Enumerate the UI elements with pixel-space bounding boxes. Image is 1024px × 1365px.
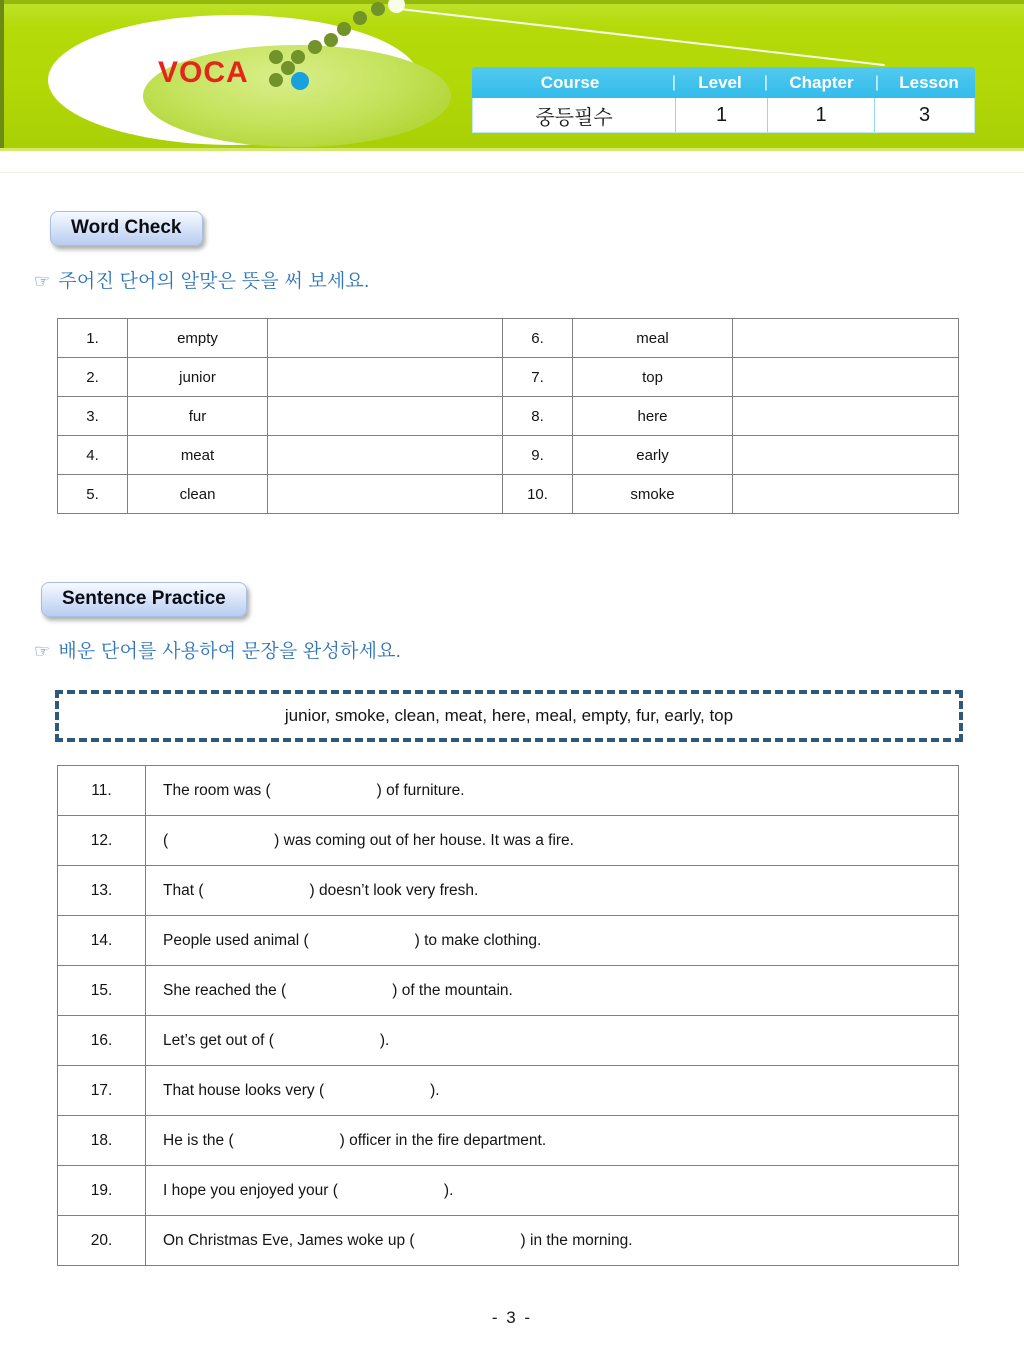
decor-dot [269, 73, 283, 87]
sentence-number: 20. [58, 1216, 146, 1266]
word-number: 9. [503, 436, 573, 475]
decor-dot [337, 22, 351, 36]
sentence-row [58, 1216, 959, 1266]
sentence-text: Let’s get out of ( ). [146, 1016, 959, 1066]
sentence-row [58, 766, 959, 816]
answer-cell [268, 475, 503, 514]
word-number: 7. [503, 358, 573, 397]
word-cell: here [573, 397, 733, 436]
decor-dot [371, 2, 385, 16]
col-header-course: Course [540, 72, 600, 92]
word-cell: meal [573, 319, 733, 358]
answer-cell [268, 358, 503, 397]
sentence-row [58, 1166, 959, 1216]
decor-dot [281, 61, 295, 75]
answer-cell [268, 436, 503, 475]
sentence-number: 19. [58, 1166, 146, 1216]
sentence-number: 16. [58, 1016, 146, 1066]
answer-cell [268, 397, 503, 436]
answer-cell [268, 319, 503, 358]
word-number: 2. [58, 358, 128, 397]
sentence-row [58, 816, 959, 866]
sentence-text: That house looks very ( ). [146, 1066, 959, 1116]
sentence-number: 18. [58, 1116, 146, 1166]
decor-dot-white [388, 0, 405, 13]
lesson-value: 3 [874, 98, 974, 132]
column-separator: | [874, 73, 880, 91]
sentence-row [58, 1116, 959, 1166]
instruction-text: 주어진 단어의 알맞은 뜻을 써 보세요. [58, 271, 370, 292]
word-bank-box [55, 690, 963, 742]
voca-logo-text: VOCA [158, 56, 249, 89]
word-number: 1. [58, 319, 128, 358]
sentence-text: ( ) was coming out of her house. It was a fire. [146, 816, 959, 866]
answer-cell [733, 436, 959, 475]
sentence-number: 12. [58, 816, 146, 866]
word-cell: empty [128, 319, 268, 358]
word-cell: top [573, 358, 733, 397]
sentence-number: 17. [58, 1066, 146, 1116]
sentence-text: People used animal ( ) to make clothing. [146, 916, 959, 966]
answer-cell [733, 397, 959, 436]
sentence-text: That ( ) doesn’t look very fresh. [146, 866, 959, 916]
col-header-lesson: Lesson [899, 72, 959, 92]
word-number: 10. [503, 475, 573, 514]
word-check-badge: Word Check [50, 211, 203, 246]
sentence-practice-instruction [34, 636, 401, 663]
sentence-text: On Christmas Eve, James woke up ( ) in the morning. [146, 1216, 959, 1266]
instruction-text: 배운 단어를 사용하여 문장을 완성하세요. [58, 641, 402, 662]
word-number: 8. [503, 397, 573, 436]
pointing-hand-icon: ☞ [34, 641, 51, 661]
word-number: 4. [58, 436, 128, 475]
banner-left-edge [0, 0, 4, 148]
decor-dot-blue [291, 72, 309, 90]
word-cell: junior [128, 358, 268, 397]
header-banner [0, 0, 1024, 151]
course-info-value-row [472, 98, 975, 133]
decor-dot [353, 11, 367, 25]
column-separator: | [671, 73, 677, 91]
sentence-text: I hope you enjoyed your ( ). [146, 1166, 959, 1216]
word-bank-words: junior, smoke, clean, meat, here, meal, empty, fur, early, top [284, 706, 734, 725]
decor-dot [308, 40, 322, 54]
course-value: 중등필수 [535, 106, 613, 129]
answer-cell [733, 475, 959, 514]
col-header-level: Level [698, 72, 742, 92]
sentence-row [58, 1016, 959, 1066]
word-cell: fur [128, 397, 268, 436]
decor-dot [269, 50, 283, 64]
word-row [58, 319, 959, 358]
sentence-practice-badge: Sentence Practice [41, 582, 247, 617]
sentence-text: She reached the ( ) of the mountain. [146, 966, 959, 1016]
word-row [58, 397, 959, 436]
banner-top-edge [0, 0, 1024, 4]
word-check-instruction [34, 266, 370, 293]
word-number: 3. [58, 397, 128, 436]
word-row [58, 475, 959, 514]
word-cell: meat [128, 436, 268, 475]
sentence-row [58, 1066, 959, 1116]
page-number: - 3 - [491, 1308, 533, 1327]
word-number: 6. [503, 319, 573, 358]
sentence-text: The room was ( ) of furniture. [146, 766, 959, 816]
level-value: 1 [675, 98, 767, 132]
word-cell: clean [128, 475, 268, 514]
pointing-hand-icon: ☞ [34, 271, 51, 291]
word-cell: smoke [573, 475, 733, 514]
decor-dot [324, 33, 338, 47]
sentence-row [58, 866, 959, 916]
col-header-chapter: Chapter [789, 72, 854, 92]
word-cell: early [573, 436, 733, 475]
course-info-table [472, 67, 975, 133]
word-row [58, 358, 959, 397]
sentence-number: 13. [58, 866, 146, 916]
sentence-practice-table [57, 765, 959, 1266]
sentence-number: 11. [58, 766, 146, 816]
sentence-text: He is the ( ) officer in the fire department. [146, 1116, 959, 1166]
word-row [58, 436, 959, 475]
decor-dot [291, 50, 305, 64]
column-separator: | [763, 73, 769, 91]
course-info-header-row [472, 67, 975, 98]
sentence-number: 14. [58, 916, 146, 966]
sentence-row [58, 916, 959, 966]
answer-cell [733, 319, 959, 358]
decor-diagonal-line [400, 8, 885, 66]
sentence-row [58, 966, 959, 1016]
sentence-number: 15. [58, 966, 146, 1016]
answer-cell [733, 358, 959, 397]
word-number: 5. [58, 475, 128, 514]
word-check-table [57, 318, 959, 514]
chapter-value: 1 [767, 98, 874, 132]
divider-line [0, 172, 1024, 173]
